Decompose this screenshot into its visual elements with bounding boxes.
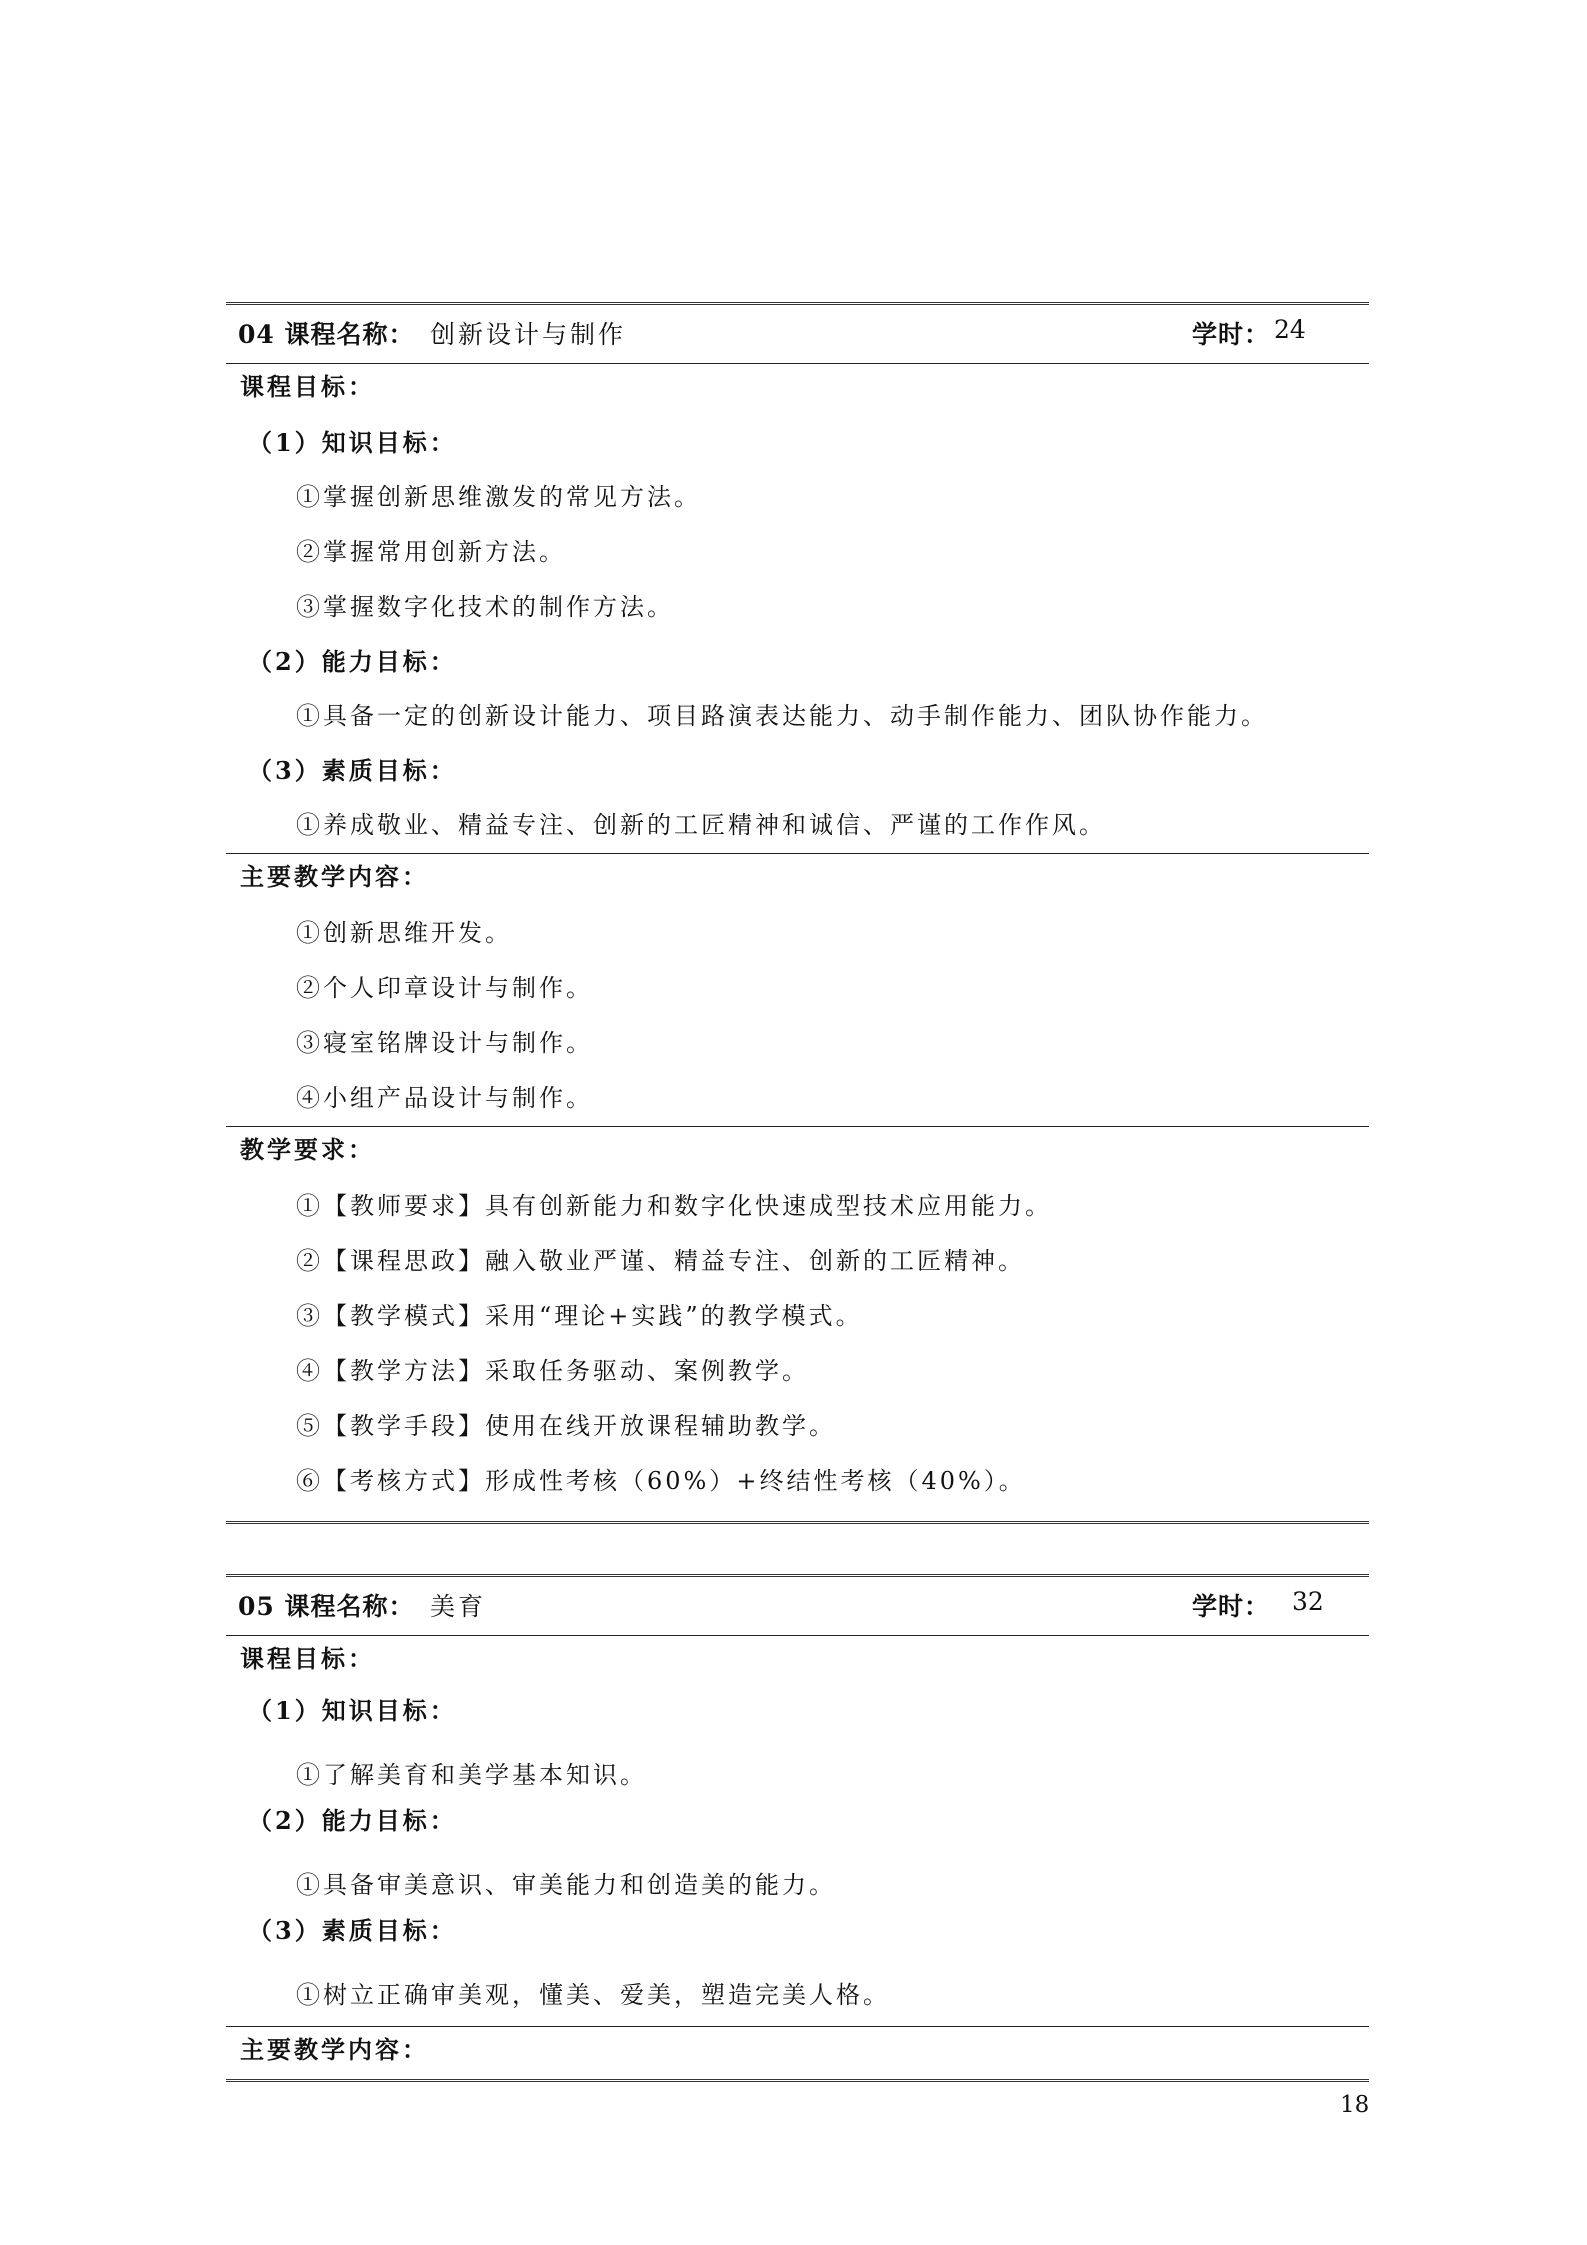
hours-label: 学时：: [1192, 1592, 1271, 1621]
list-item: ②【课程思政】融入敬业严谨、精益专注、创新的工匠精神。: [296, 1247, 1025, 1275]
quality-goal-title: （3）素质目标：: [248, 756, 457, 785]
list-item: ①创新思维开发。: [296, 919, 512, 947]
teaching-content-section: [226, 854, 1369, 1126]
list-item: ①具备一定的创新设计能力、项目路演表达能力、动手制作能力、团队协作能力。: [296, 702, 1268, 730]
knowledge-goal-title: （1）知识目标：: [248, 428, 457, 457]
course-goals-section: [226, 1636, 1369, 2026]
hours-value: 32: [1292, 1587, 1324, 1616]
list-item: ④小组产品设计与制作。: [296, 1084, 593, 1112]
goals-title: 课程目标：: [240, 372, 375, 401]
list-item: ②个人印章设计与制作。: [296, 974, 593, 1002]
table-bottom-border: [226, 1521, 1369, 1524]
course-04-block: [226, 302, 1369, 1524]
ability-goal-title: （2）能力目标：: [248, 647, 457, 676]
list-item: ①树立正确审美观，懂美、爱美，塑造完美人格。: [296, 1981, 890, 2009]
table-bottom-border: [226, 2079, 1369, 2082]
course-name: 创新设计与制作: [430, 320, 627, 349]
course-05-block: [226, 1574, 1369, 2082]
teaching-requirements-section: [226, 1127, 1369, 1509]
list-item: ③寝室铭牌设计与制作。: [296, 1029, 593, 1057]
list-item: ④【教学方法】采取任务驱动、案例教学。: [296, 1357, 809, 1385]
goals-title: 课程目标：: [240, 1644, 375, 1673]
teaching-content-section: [226, 2027, 1369, 2079]
list-item: ①【教师要求】具有创新能力和数字化快速成型技术应用能力。: [296, 1192, 1052, 1220]
course-header: [226, 305, 1369, 363]
content-title: 主要教学内容：: [240, 862, 429, 891]
quality-goal-title: （3）素质目标：: [248, 1916, 457, 1945]
course-name: 美育: [430, 1592, 487, 1621]
knowledge-goal-title: （1）知识目标：: [248, 1696, 457, 1725]
list-item: ②掌握常用创新方法。: [296, 538, 566, 566]
list-item: ①养成敬业、精益专注、创新的工匠精神和诚信、严谨的工作作风。: [296, 811, 1106, 839]
course-code-label: 04 课程名称：: [238, 320, 415, 349]
ability-goal-title: （2）能力目标：: [248, 1806, 457, 1835]
content-title: 主要教学内容：: [240, 2035, 429, 2064]
hours-value: 24: [1274, 315, 1306, 344]
list-item: ③掌握数字化技术的制作方法。: [296, 593, 674, 621]
course-goals-section: [226, 364, 1369, 853]
hours-label: 学时：: [1192, 320, 1271, 349]
requirements-title: 教学要求：: [240, 1135, 375, 1164]
course-code-label: 05 课程名称：: [238, 1592, 415, 1621]
list-item: ③【教学模式】采用“理论+实践”的教学模式。: [296, 1302, 863, 1330]
page-number: 18: [1340, 2092, 1370, 2118]
list-item: ①了解美育和美学基本知识。: [296, 1761, 647, 1789]
list-item: ⑤【教学手段】使用在线开放课程辅助教学。: [296, 1412, 836, 1440]
course-header: [226, 1577, 1369, 1635]
list-item: ⑥【考核方式】形成性考核（60%）+终结性考核（40%）。: [296, 1467, 1026, 1495]
list-item: ①具备审美意识、审美能力和创造美的能力。: [296, 1871, 836, 1899]
list-item: ①掌握创新思维激发的常见方法。: [296, 483, 701, 511]
